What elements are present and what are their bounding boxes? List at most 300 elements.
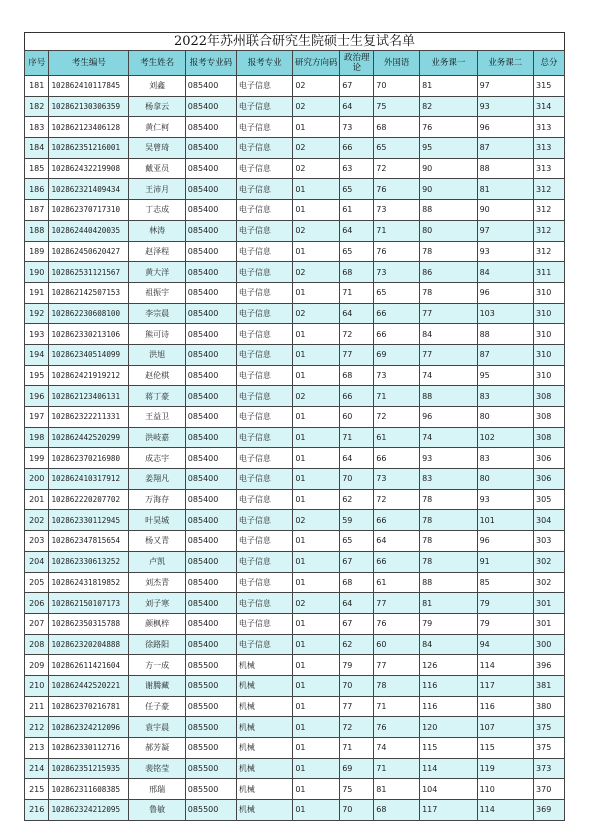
table-row [25, 179, 565, 200]
cell-name: 徐路阳 [129, 634, 185, 655]
cell-exam-id: 102862142507153 [49, 282, 129, 303]
cell-politics: 67 [340, 613, 374, 634]
cell-politics: 62 [340, 489, 374, 510]
cell-major-code: 085400 [185, 76, 236, 97]
cell-name: 赵泽程 [129, 241, 185, 262]
table-row [25, 138, 565, 159]
cell-direction-code: 01 [293, 427, 340, 448]
cell-subject-one: 84 [420, 324, 478, 345]
cell-politics: 64 [340, 303, 374, 324]
cell-major-code: 085400 [185, 572, 236, 593]
cell-direction-code: 01 [293, 200, 340, 221]
cell-foreign-language: 81 [374, 779, 420, 800]
cell-total: 373 [534, 758, 565, 779]
table-row [25, 510, 565, 531]
cell-major: 电子信息 [236, 510, 292, 531]
cell-politics: 64 [340, 593, 374, 614]
cell-total: 375 [534, 717, 565, 738]
cell-foreign-language: 66 [374, 510, 420, 531]
cell-subject-one: 88 [420, 386, 478, 407]
cell-subject-one: 77 [420, 344, 478, 365]
cell-total: 305 [534, 489, 565, 510]
cell-total: 380 [534, 696, 565, 717]
cell-subject-one: 116 [420, 696, 478, 717]
table-row [25, 469, 565, 490]
cell-subject-one: 78 [420, 489, 478, 510]
cell-subject-two: 84 [477, 262, 533, 283]
cell-name: 林涛 [129, 220, 185, 241]
cell-name: 刘杰青 [129, 572, 185, 593]
table-row [25, 427, 565, 448]
cell-total: 302 [534, 572, 565, 593]
cell-seq: 196 [25, 386, 49, 407]
cell-politics: 68 [340, 365, 374, 386]
cell-direction-code: 02 [293, 138, 340, 159]
cell-seq: 190 [25, 262, 49, 283]
cell-subject-two: 85 [477, 572, 533, 593]
cell-subject-two: 94 [477, 634, 533, 655]
cell-major: 机械 [236, 800, 292, 821]
cell-subject-one: 90 [420, 158, 478, 179]
cell-seq: 193 [25, 324, 49, 345]
table-row [25, 738, 565, 759]
cell-foreign-language: 68 [374, 117, 420, 138]
cell-seq: 198 [25, 427, 49, 448]
cell-name: 鲁敏 [129, 800, 185, 821]
cell-name: 颜枫梓 [129, 613, 185, 634]
cell-major: 机械 [236, 696, 292, 717]
cell-major-code: 085400 [185, 241, 236, 262]
cell-subject-two: 119 [477, 758, 533, 779]
cell-seq: 184 [25, 138, 49, 159]
cell-major: 电子信息 [236, 262, 292, 283]
cell-exam-id: 102862330213106 [49, 324, 129, 345]
cell-subject-two: 83 [477, 448, 533, 469]
cell-name: 成志宇 [129, 448, 185, 469]
cell-major: 电子信息 [236, 365, 292, 386]
cell-name: 裴铭莹 [129, 758, 185, 779]
cell-major-code: 085400 [185, 551, 236, 572]
cell-politics: 63 [340, 158, 374, 179]
table-row [25, 531, 565, 552]
cell-exam-id: 102862351216001 [49, 138, 129, 159]
cell-foreign-language: 71 [374, 696, 420, 717]
cell-direction-code: 02 [293, 386, 340, 407]
cell-subject-two: 97 [477, 220, 533, 241]
cell-exam-id: 102862431819852 [49, 572, 129, 593]
cell-exam-id: 102862150107173 [49, 593, 129, 614]
cell-subject-one: 82 [420, 96, 478, 117]
cell-subject-one: 93 [420, 448, 478, 469]
cell-subject-one: 120 [420, 717, 478, 738]
cell-exam-id: 102862531121567 [49, 262, 129, 283]
cell-foreign-language: 77 [374, 593, 420, 614]
cell-seq: 194 [25, 344, 49, 365]
cell-name: 姜翔凡 [129, 469, 185, 490]
table-row [25, 262, 565, 283]
cell-foreign-language: 71 [374, 220, 420, 241]
cell-politics: 68 [340, 572, 374, 593]
cell-total: 301 [534, 593, 565, 614]
cell-seq: 205 [25, 572, 49, 593]
cell-foreign-language: 65 [374, 282, 420, 303]
cell-exam-id: 102862442520299 [49, 427, 129, 448]
cell-foreign-language: 76 [374, 179, 420, 200]
cell-politics: 66 [340, 386, 374, 407]
cell-exam-id: 102862123406131 [49, 386, 129, 407]
cell-direction-code: 01 [293, 344, 340, 365]
cell-exam-id: 102862230608100 [49, 303, 129, 324]
cell-major-code: 085400 [185, 179, 236, 200]
cell-major-code: 085400 [185, 200, 236, 221]
cell-name: 刘鑫 [129, 76, 185, 97]
cell-total: 310 [534, 365, 565, 386]
cell-direction-code: 01 [293, 407, 340, 428]
cell-subject-one: 78 [420, 531, 478, 552]
admission-table [24, 50, 565, 821]
cell-major-code: 085500 [185, 758, 236, 779]
cell-subject-one: 88 [420, 572, 478, 593]
cell-seq: 203 [25, 531, 49, 552]
cell-direction-code: 01 [293, 551, 340, 572]
cell-major-code: 085400 [185, 386, 236, 407]
cell-seq: 211 [25, 696, 49, 717]
cell-seq: 212 [25, 717, 49, 738]
cell-subject-one: 83 [420, 469, 478, 490]
cell-total: 381 [534, 675, 565, 696]
table-row [25, 158, 565, 179]
cell-major: 电子信息 [236, 241, 292, 262]
cell-major-code: 085400 [185, 158, 236, 179]
cell-major: 电子信息 [236, 158, 292, 179]
cell-name: 丁志成 [129, 200, 185, 221]
cell-politics: 77 [340, 344, 374, 365]
cell-major: 电子信息 [236, 220, 292, 241]
cell-foreign-language: 78 [374, 675, 420, 696]
cell-major-code: 085500 [185, 800, 236, 821]
cell-subject-two: 117 [477, 675, 533, 696]
cell-exam-id: 102862370216980 [49, 448, 129, 469]
cell-politics: 73 [340, 117, 374, 138]
cell-major: 机械 [236, 758, 292, 779]
cell-direction-code: 01 [293, 779, 340, 800]
cell-direction-code: 02 [293, 510, 340, 531]
cell-total: 313 [534, 138, 565, 159]
cell-major-code: 085400 [185, 117, 236, 138]
cell-total: 314 [534, 96, 565, 117]
cell-politics: 67 [340, 551, 374, 572]
cell-major-code: 085400 [185, 324, 236, 345]
cell-subject-one: 78 [420, 551, 478, 572]
cell-politics: 77 [340, 696, 374, 717]
cell-foreign-language: 73 [374, 365, 420, 386]
cell-major: 电子信息 [236, 427, 292, 448]
document-sheet [24, 32, 565, 821]
table-row [25, 758, 565, 779]
cell-major-code: 085400 [185, 96, 236, 117]
cell-direction-code: 02 [293, 76, 340, 97]
cell-major-code: 085500 [185, 675, 236, 696]
cell-major-code: 085500 [185, 779, 236, 800]
cell-foreign-language: 71 [374, 386, 420, 407]
header-politics: 政治理论 [340, 51, 374, 76]
cell-total: 304 [534, 510, 565, 531]
cell-name: 任子豪 [129, 696, 185, 717]
cell-politics: 68 [340, 262, 374, 283]
cell-major: 电子信息 [236, 386, 292, 407]
cell-major: 电子信息 [236, 407, 292, 428]
table-row [25, 76, 565, 97]
cell-politics: 62 [340, 634, 374, 655]
cell-seq: 210 [25, 675, 49, 696]
cell-subject-one: 78 [420, 241, 478, 262]
cell-exam-id: 102862330112945 [49, 510, 129, 531]
cell-subject-two: 110 [477, 779, 533, 800]
cell-total: 308 [534, 427, 565, 448]
cell-direction-code: 01 [293, 758, 340, 779]
cell-major: 电子信息 [236, 138, 292, 159]
cell-foreign-language: 76 [374, 241, 420, 262]
table-row [25, 448, 565, 469]
cell-subject-one: 90 [420, 179, 478, 200]
header-major-code: 报考专业码 [185, 51, 236, 76]
table-row [25, 779, 565, 800]
cell-direction-code: 02 [293, 96, 340, 117]
cell-name: 王益卫 [129, 407, 185, 428]
cell-direction-code: 01 [293, 531, 340, 552]
cell-major: 电子信息 [236, 593, 292, 614]
cell-seq: 206 [25, 593, 49, 614]
cell-politics: 75 [340, 779, 374, 800]
cell-major: 电子信息 [236, 200, 292, 221]
cell-seq: 183 [25, 117, 49, 138]
cell-total: 303 [534, 531, 565, 552]
table-row [25, 489, 565, 510]
table-row [25, 200, 565, 221]
cell-subject-two: 115 [477, 738, 533, 759]
cell-total: 369 [534, 800, 565, 821]
cell-seq: 191 [25, 282, 49, 303]
cell-total: 310 [534, 282, 565, 303]
cell-exam-id: 102862220207702 [49, 489, 129, 510]
cell-total: 301 [534, 613, 565, 634]
cell-name: 杨又青 [129, 531, 185, 552]
cell-total: 313 [534, 158, 565, 179]
table-row [25, 117, 565, 138]
cell-total: 312 [534, 241, 565, 262]
cell-name: 袁宇晨 [129, 717, 185, 738]
cell-subject-one: 115 [420, 738, 478, 759]
cell-politics: 71 [340, 282, 374, 303]
cell-foreign-language: 61 [374, 427, 420, 448]
cell-name: 方一成 [129, 655, 185, 676]
cell-subject-one: 80 [420, 220, 478, 241]
cell-exam-id: 102862320204888 [49, 634, 129, 655]
document-title: 2022年苏州联合研究生院硕士生复试名单 [24, 32, 565, 50]
cell-major: 电子信息 [236, 469, 292, 490]
table-row [25, 282, 565, 303]
cell-major-code: 085400 [185, 220, 236, 241]
cell-exam-id: 102862611421604 [49, 655, 129, 676]
cell-politics: 79 [340, 655, 374, 676]
cell-foreign-language: 73 [374, 200, 420, 221]
header-major: 报考专业 [236, 51, 292, 76]
cell-exam-id: 102862370216781 [49, 696, 129, 717]
cell-subject-two: 101 [477, 510, 533, 531]
cell-major-code: 085400 [185, 593, 236, 614]
cell-politics: 59 [340, 510, 374, 531]
cell-major-code: 085400 [185, 365, 236, 386]
cell-total: 375 [534, 738, 565, 759]
cell-major: 机械 [236, 717, 292, 738]
cell-total: 310 [534, 344, 565, 365]
cell-total: 300 [534, 634, 565, 655]
cell-exam-id: 102862324212095 [49, 800, 129, 821]
table-row [25, 572, 565, 593]
cell-name: 熊可诗 [129, 324, 185, 345]
cell-foreign-language: 73 [374, 469, 420, 490]
cell-direction-code: 01 [293, 324, 340, 345]
cell-name: 赵伦棋 [129, 365, 185, 386]
table-row [25, 696, 565, 717]
cell-subject-two: 87 [477, 138, 533, 159]
cell-foreign-language: 69 [374, 344, 420, 365]
cell-subject-two: 93 [477, 489, 533, 510]
cell-major-code: 085400 [185, 448, 236, 469]
cell-name: 洪旭 [129, 344, 185, 365]
cell-seq: 192 [25, 303, 49, 324]
cell-major-code: 085500 [185, 696, 236, 717]
header-subject-one: 业务课一 [420, 51, 478, 76]
cell-seq: 207 [25, 613, 49, 634]
cell-subject-one: 88 [420, 200, 478, 221]
cell-foreign-language: 61 [374, 572, 420, 593]
cell-major: 电子信息 [236, 303, 292, 324]
cell-direction-code: 01 [293, 241, 340, 262]
cell-subject-two: 81 [477, 179, 533, 200]
cell-subject-two: 103 [477, 303, 533, 324]
cell-total: 306 [534, 448, 565, 469]
cell-direction-code: 01 [293, 489, 340, 510]
header-seq: 序号 [25, 51, 49, 76]
cell-major: 电子信息 [236, 613, 292, 634]
cell-exam-id: 102862421919212 [49, 365, 129, 386]
cell-major-code: 085500 [185, 655, 236, 676]
cell-seq: 199 [25, 448, 49, 469]
cell-major: 电子信息 [236, 344, 292, 365]
cell-subject-one: 76 [420, 117, 478, 138]
cell-politics: 60 [340, 407, 374, 428]
cell-direction-code: 02 [293, 303, 340, 324]
cell-major: 电子信息 [236, 551, 292, 572]
cell-name: 黄大洋 [129, 262, 185, 283]
cell-politics: 70 [340, 469, 374, 490]
cell-exam-id: 102862370717310 [49, 200, 129, 221]
cell-subject-one: 81 [420, 76, 478, 97]
cell-exam-id: 102862442520221 [49, 675, 129, 696]
cell-major-code: 085400 [185, 531, 236, 552]
cell-direction-code: 01 [293, 572, 340, 593]
cell-direction-code: 01 [293, 696, 340, 717]
cell-major-code: 085400 [185, 282, 236, 303]
cell-seq: 187 [25, 200, 49, 221]
table-row [25, 96, 565, 117]
cell-politics: 61 [340, 200, 374, 221]
cell-total: 310 [534, 303, 565, 324]
cell-major-code: 085400 [185, 262, 236, 283]
cell-exam-id: 102862123406128 [49, 117, 129, 138]
cell-subject-two: 79 [477, 613, 533, 634]
cell-major: 电子信息 [236, 282, 292, 303]
cell-major: 机械 [236, 655, 292, 676]
cell-subject-two: 102 [477, 427, 533, 448]
cell-seq: 195 [25, 365, 49, 386]
cell-subject-two: 116 [477, 696, 533, 717]
cell-name: 洪岐嘉 [129, 427, 185, 448]
cell-direction-code: 01 [293, 469, 340, 490]
cell-foreign-language: 66 [374, 551, 420, 572]
cell-exam-id: 102862350315788 [49, 613, 129, 634]
cell-foreign-language: 72 [374, 158, 420, 179]
header-total: 总分 [534, 51, 565, 76]
cell-exam-id: 102862322211331 [49, 407, 129, 428]
cell-total: 310 [534, 324, 565, 345]
table-row [25, 634, 565, 655]
cell-exam-id: 102862311608385 [49, 779, 129, 800]
cell-seq: 209 [25, 655, 49, 676]
cell-seq: 197 [25, 407, 49, 428]
cell-exam-id: 102862130306359 [49, 96, 129, 117]
cell-subject-two: 83 [477, 386, 533, 407]
cell-name: 邢瑞 [129, 779, 185, 800]
table-row [25, 551, 565, 572]
cell-subject-one: 126 [420, 655, 478, 676]
cell-seq: 201 [25, 489, 49, 510]
cell-subject-two: 90 [477, 200, 533, 221]
cell-foreign-language: 77 [374, 655, 420, 676]
cell-subject-two: 80 [477, 469, 533, 490]
cell-exam-id: 102862347815654 [49, 531, 129, 552]
cell-total: 302 [534, 551, 565, 572]
cell-major-code: 085400 [185, 138, 236, 159]
cell-exam-id: 102862324212096 [49, 717, 129, 738]
cell-exam-id: 102862410317912 [49, 469, 129, 490]
cell-seq: 208 [25, 634, 49, 655]
cell-foreign-language: 64 [374, 531, 420, 552]
cell-name: 杨拿云 [129, 96, 185, 117]
cell-foreign-language: 60 [374, 634, 420, 655]
cell-name: 蒋丁豪 [129, 386, 185, 407]
cell-politics: 70 [340, 675, 374, 696]
table-row [25, 717, 565, 738]
cell-major: 电子信息 [236, 117, 292, 138]
cell-exam-id: 102862432219908 [49, 158, 129, 179]
cell-name: 黄仁柯 [129, 117, 185, 138]
cell-seq: 215 [25, 779, 49, 800]
cell-direction-code: 01 [293, 655, 340, 676]
cell-name: 吴曾琦 [129, 138, 185, 159]
cell-name: 卢凯 [129, 551, 185, 572]
cell-seq: 216 [25, 800, 49, 821]
table-row [25, 303, 565, 324]
cell-foreign-language: 66 [374, 448, 420, 469]
cell-subject-two: 87 [477, 344, 533, 365]
cell-major-code: 085400 [185, 427, 236, 448]
cell-subject-two: 107 [477, 717, 533, 738]
cell-name: 谢腾藏 [129, 675, 185, 696]
cell-foreign-language: 70 [374, 76, 420, 97]
cell-major: 电子信息 [236, 76, 292, 97]
